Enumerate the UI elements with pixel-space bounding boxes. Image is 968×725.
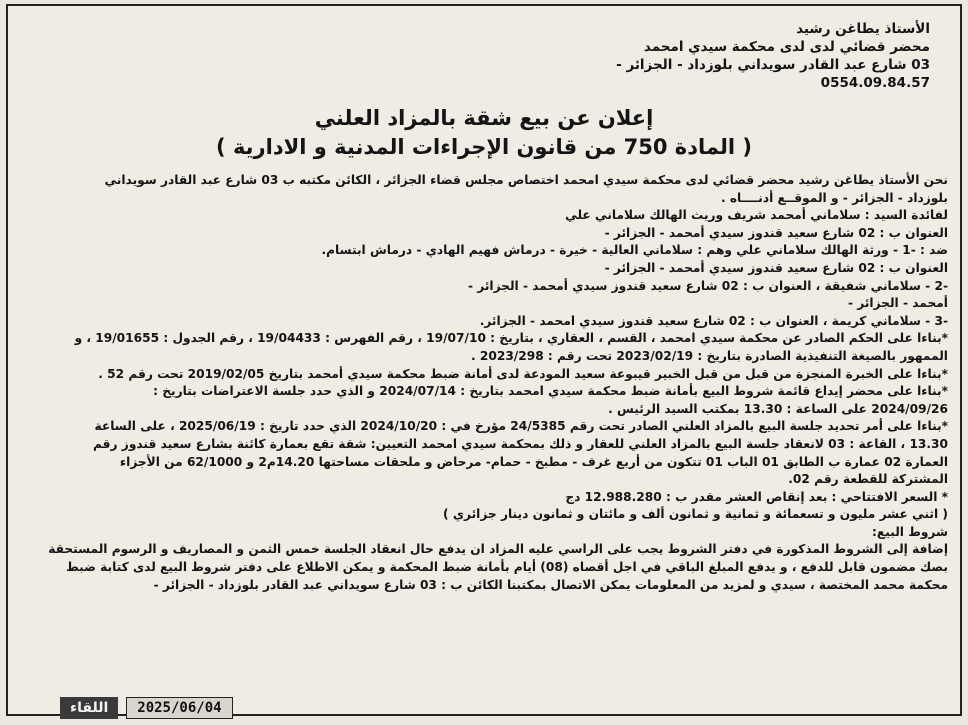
body-line: بصك مضمون قابل للدفع ، و يدفع المبلغ الباقي في اجل أقصاه (08) أيام بأمانة ضبط المحكمة و يمكن الاطلاع على دفتر شروط البيع لدى كتابة ضبط	[66, 560, 948, 575]
body-line: العمارة 02 عمارة ب الطابق 01 الباب 01 تتكون من أربع غرف - مطبخ - حمام- مرحاض و ملحقات مساحتها 14.20م2 و 62/1000 من الأجزاء	[119, 454, 948, 469]
body-line: -3 - سلاماني كريمة ، العنوان ب : 02 شارع سعيد قندوز سيدي امحمد - الجزائر.	[479, 313, 948, 328]
body-line: إضافة إلى الشروط المذكورة في دفتر الشروط يجب على الراسي عليه المزاد ان يدفع حال انعقاد الجلسة خمس الثمن و المصاريف و الرسوم المستحقة	[48, 542, 948, 557]
bailiff-header	[616, 20, 930, 92]
body-line: * السعر الافتتاحي : بعد إنقاص العشر مقدر ب : 12.988.280 دج	[565, 489, 948, 504]
body-line: محكمة محمد المختصة ، سيدي و لمزيد من المعلومات يمكن الاتصال بمكتبنا الكائن ب : 03 شارع سويداني عبد القادر بلوزداد - الجزائر -	[153, 577, 948, 592]
body-line: نحن الأستاذ يطاغن رشيد محضر قضائي لدى محكمة سيدي امحمد اختصاص مجلس قضاء الجزائر ، الكائن مكتبه ب 03 شارع عبد القادر سويداني	[104, 173, 948, 187]
bailiff-phone: 0554.09.84.57	[820, 75, 930, 91]
bailiff-address: 03 شارع عبد القادر سويداني بلوزداد - الجزائر -	[616, 57, 930, 73]
title-line-1: إعلان عن بيع شقة بالمزاد العلني	[314, 106, 654, 130]
body-line: العنوان ب : 02 شارع سعيد قندوز سيدي أمحمد - الجزائر -	[604, 225, 948, 240]
body-line: *بناءا على محضر إيداع قائمة شروط البيع بأمانة ضبط محكمة سيدي امحمد بتاريخ : 2024/07/14 و الذي حدد جلسة الاعتراضات بتاريخ :	[153, 384, 948, 399]
notice-title	[8, 104, 960, 162]
notice-frame	[6, 4, 962, 716]
notice-body	[22, 172, 948, 594]
body-line: المشتركة للقطعة رقم 02.	[788, 472, 948, 487]
body-line: 2024/09/26 على الساعة : 13.30 بمكتب السيد الرئيس .	[608, 401, 948, 416]
body-line: ( اثني عشر مليون و تسعمائة و ثمانية و ثمانون ألف و مائتان و ثمانون دينار جزائري )	[443, 507, 948, 522]
body-line: بلوزداد - الجزائر - و الموقــع أدنــــاه .	[720, 190, 948, 205]
publication-date: 2025/06/04	[126, 697, 232, 719]
body-line: أمحمد - الجزائر -	[847, 296, 948, 311]
body-line: لفائدة السيد : سلاماني أمحمد شريف وريث الهالك سلاماني علي	[565, 208, 948, 223]
body-line: *بناءا على أمر تحديد جلسة البيع بالمزاد العلني الصادر تحت رقم 24/5385 مؤرخ في : 2024/10/20 الذي حدد تاريخ : 2025/06/19 ، على الساعة	[94, 419, 948, 434]
body-line: -2 - سلاماني شفيقة ، العنوان ب : 02 شارع سعيد قندوز سيدي أمحمد - الجزائر -	[467, 278, 948, 293]
publication-footer	[60, 697, 233, 719]
bailiff-title: محضر قضائي لدى لدى محكمة سيدي امحمد	[643, 39, 930, 55]
newspaper-name: اللقاء	[60, 697, 118, 719]
body-line: *بناءا على الخبرة المنجزة من قبل من قبل الخبير قيبوعة سعيد المودعة لدى أمانة ضبط محكمة سيدي أمحمد بتاريخ 2019/02/05 تحت رقم 52 .	[98, 366, 948, 381]
body-line: العنوان ب : 02 شارع سعيد قندوز سيدي أمحمد - الجزائر -	[604, 260, 948, 275]
body-line: *بناءا على الحكم الصادر عن محكمة سيدي امحمد ، القسم ، العقاري ، بتاريخ : 19/07/10 ، رقم الفهرس : 19/04433 ، رقم الجدول : 19/01655 ، و	[74, 331, 948, 346]
body-line: الممهور بالصيغة التنفيذية الصادرة بتاريخ : 2023/02/19 تحت رقم : 2023/298 .	[471, 348, 948, 363]
body-line: شروط البيع:	[872, 524, 948, 539]
bailiff-name: الأستاذ يطاغن رشيد	[796, 21, 930, 37]
title-line-2: ( المادة 750 من قانون الإجراءات المدنية و الادارية )	[216, 135, 752, 159]
body-line: 13.30 ، القاعة : 03 لانعقاد جلسة البيع بالمزاد العلني للعقار و ذلك بمحكمة سيدي امحمد التعيين: شقة تقع بعمارة كائنة بشارع سعيد قندوز رقم	[93, 436, 948, 451]
body-line: ضد : -1 - ورثة الهالك سلاماني علي وهم : سلاماني العالية - خيرة - درماش فهيم الهادي - درماش ابتسام.	[321, 243, 948, 258]
